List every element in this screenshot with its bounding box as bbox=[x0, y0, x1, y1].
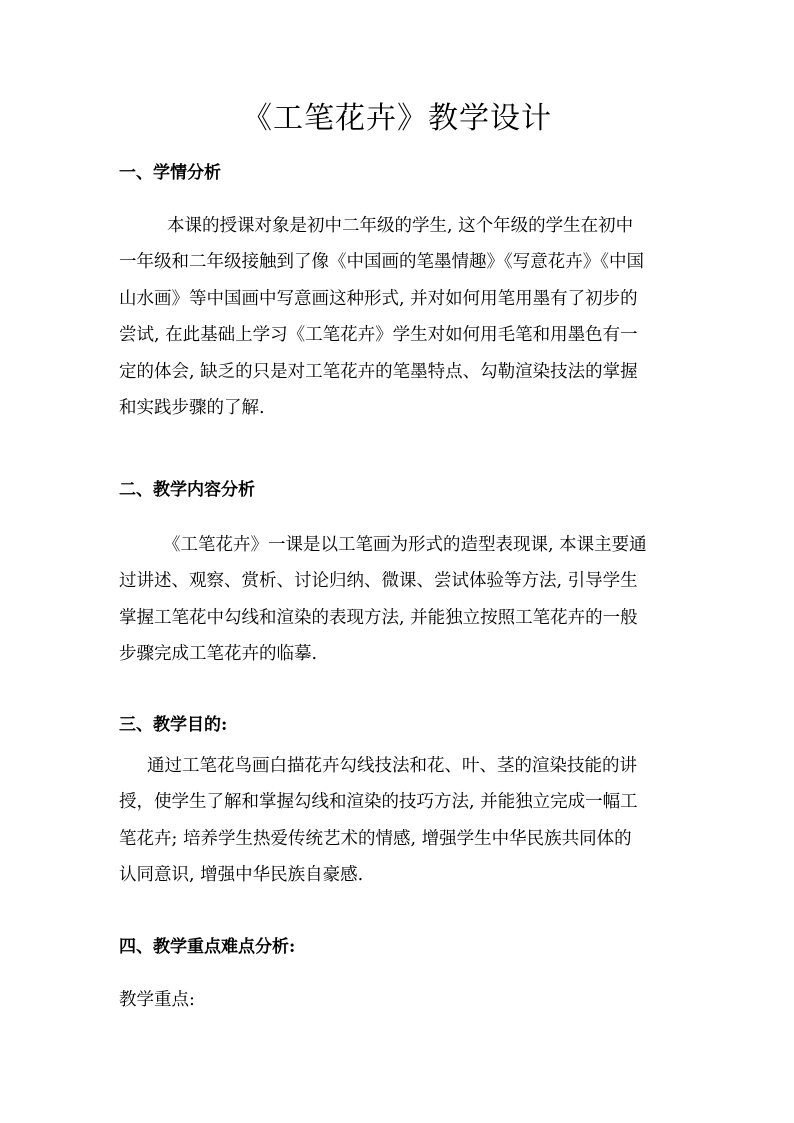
paragraph-line: 过讲述、观察、赏析、讨论归纳、微课、尝试体验等方法, 引导学生 bbox=[119, 571, 638, 592]
document-title: 《工笔花卉》教学设计 bbox=[242, 101, 552, 136]
paragraph-line: 本课的授课对象是初中二年级的学生, 这个年级的学生在初中 bbox=[167, 216, 634, 236]
paragraph-line: 掌握工笔花中勾线和渲染的表现方法, 并能独立按照工笔花卉的一般 bbox=[119, 607, 638, 628]
subheading-teaching-focus: 教学重点: bbox=[119, 990, 195, 1010]
paragraph-line: 授，使学生了解和掌握勾线和渲染的技巧方法, 并能独立完成一幅工 bbox=[119, 792, 638, 813]
paragraph-line: 和实践步骤的了解. bbox=[119, 398, 265, 419]
section-heading-content-analysis: 二、教学内容分析 bbox=[119, 480, 255, 500]
section-heading-key-points: 四、教学重点难点分析: bbox=[119, 937, 296, 957]
paragraph-line: 笔花卉; 培养学生热爱传统艺术的情感, 增强学生中华民族共同体的 bbox=[119, 828, 632, 849]
paragraph-line: 尝试, 在此基础上学习《工笔花卉》学生对如何用毛笔和用墨色有一 bbox=[119, 325, 638, 346]
paragraph-line: 步骤完成工笔花卉的临摹. bbox=[119, 644, 318, 665]
section-body-learner-analysis bbox=[119, 208, 675, 426]
section-body-content-analysis bbox=[119, 527, 675, 673]
paragraph-line: 认同意识, 增强中华民族自豪感. bbox=[119, 865, 364, 886]
section-heading-learner-analysis: 一、学情分析 bbox=[119, 163, 221, 183]
paragraph-line: 定的体会, 缺乏的只是对工笔花卉的笔墨特点、勾勒渲染技法的掌握 bbox=[119, 361, 638, 382]
paragraph-line: 山水画》等中国画中写意画这种形式, 并对如何用笔用墨有了初步的 bbox=[119, 288, 638, 309]
section-heading-teaching-objectives: 三、教学目的: bbox=[119, 715, 228, 735]
paragraph-line: 《工笔花卉》一课是以工笔画为形式的造型表现课, 本课主要通 bbox=[163, 535, 647, 555]
paragraph-line: 一年级和二年级接触到了像《中国画的笔墨情趣》《写意花卉》《中国 bbox=[119, 252, 644, 273]
paragraph-line: 通过工笔花鸟画白描花卉勾线技法和花、叶、茎的渲染技能的讲 bbox=[147, 756, 637, 776]
section-body-teaching-objectives bbox=[119, 748, 675, 894]
